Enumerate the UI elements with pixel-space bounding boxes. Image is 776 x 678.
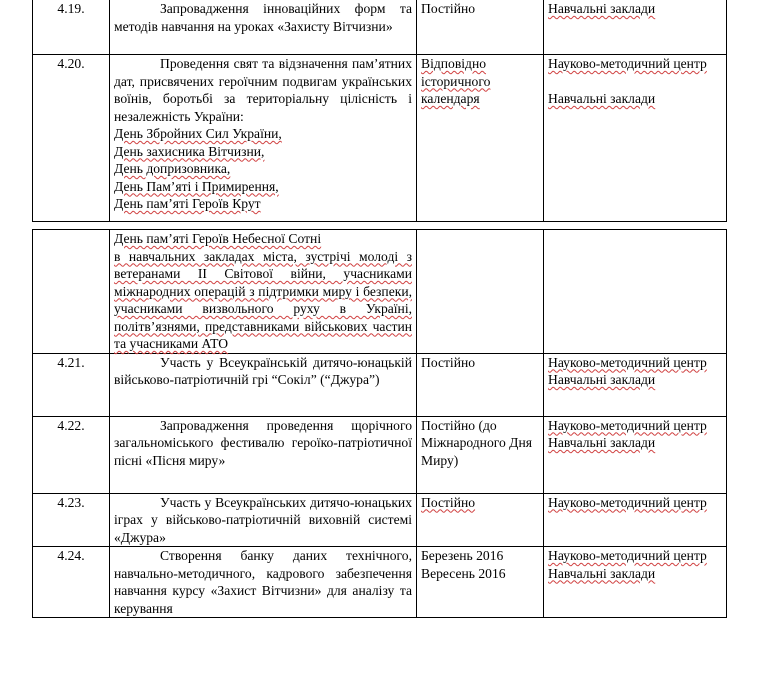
- table-row: [33, 353, 727, 416]
- responsible-text: Навчальні заклади: [548, 372, 656, 387]
- term-text: Постійно (до Міжнародного Дня Миру): [421, 417, 532, 468]
- event-text: Участь у Всеукраїнських дитячо-юнацьких іграх у військово-патріотичній виховній системі «Джура»: [114, 494, 412, 545]
- row-number: 4.23.: [33, 493, 110, 547]
- row-number: 4.20.: [33, 55, 110, 222]
- term-cell: [417, 547, 544, 618]
- term-text: Постійно: [421, 494, 476, 510]
- plan-table-part-1: [32, 0, 727, 222]
- event-cell: [110, 547, 417, 618]
- event-text: Запровадження інноваційних форм та методів навчання на уроках «Захисту Вітчизни»: [114, 1, 412, 34]
- row-number: 4.21.: [33, 353, 110, 416]
- responsible-text: Науково-методичний центр: [548, 354, 707, 370]
- responsible-cell: [544, 547, 727, 618]
- responsible-cell: [544, 416, 727, 493]
- term-text: Березень 2016: [421, 548, 504, 563]
- event-text: Запровадження проведення щорічного загальноміського фестивалю героїко-патріотичної пісні «Пісня миру»: [114, 417, 412, 468]
- holiday-item: День допризовника,: [114, 161, 231, 176]
- table-row: [33, 547, 727, 618]
- responsible-text: Навчальні заклади: [548, 91, 656, 106]
- term-cell: [417, 416, 544, 493]
- term-cell: [417, 55, 544, 222]
- term-text: Вересень 2016: [421, 565, 506, 581]
- responsible-text: Науково-методичний центр: [548, 417, 707, 433]
- event-cell: [110, 416, 417, 493]
- term-text: Постійно: [421, 1, 476, 16]
- event-text: Проведення свят та відзначення пам’ятних дат, присвячених героїчним подвигам українських воїнів, боротьбі за територіальну цілісність і незалежність України:: [114, 56, 412, 124]
- holiday-item: День пам’яті Героїв Крут: [114, 196, 261, 211]
- table-row: [33, 55, 727, 222]
- row-number: [33, 230, 110, 354]
- event-text: Участь у Всеукраїнській дитячо-юнацькій військово-патріотичній грі “Сокіл” (“Джура”): [114, 354, 412, 387]
- row-number: 4.24.: [33, 547, 110, 618]
- responsible-text: Науково-методичний центр: [548, 548, 707, 563]
- responsible-cell: [544, 493, 727, 547]
- responsible-cell: [544, 353, 727, 416]
- responsible-cell: [544, 0, 727, 55]
- responsible-text: Науково-методичний центр: [548, 56, 707, 71]
- event-text: в навчальних закладах міста, зустрічі молоді з ветеранами ІІ Світової війни, учасниками міжнародних операцій з підтримки миру і безпеки, учасниками визвольного руху в Україні, політв’язнями, представниками військових частин та учасниками АТО: [114, 248, 412, 351]
- row-number: 4.22.: [33, 416, 110, 493]
- event-cell: [110, 0, 417, 55]
- table-row: [33, 230, 727, 354]
- responsible-text: Навчальні заклади: [548, 565, 656, 581]
- responsible-cell: [544, 55, 727, 222]
- event-cell: [110, 55, 417, 222]
- term-cell: [417, 353, 544, 416]
- event-text: Створення банку даних технічного, навчально-методичного, кадрового забезпечення навчання курсу «Захист Вітчизни» для аналізу та керування: [114, 548, 412, 616]
- responsible-text: Науково-методичний центр: [548, 494, 707, 510]
- table-row: [33, 493, 727, 547]
- term-cell: [417, 493, 544, 547]
- responsible-text: Навчальні заклади: [548, 1, 656, 16]
- event-cell: [110, 493, 417, 547]
- holiday-item: День Збройних Сил України,: [114, 126, 282, 141]
- term-cell: [417, 0, 544, 55]
- row-number: 4.19.: [33, 0, 110, 55]
- term-cell: [417, 230, 544, 354]
- event-cell: [110, 230, 417, 354]
- table-row: [33, 0, 727, 55]
- event-cell: [110, 353, 417, 416]
- responsible-text: Навчальні заклади: [548, 435, 656, 450]
- holiday-item: День захисника Вітчизни,: [114, 143, 265, 159]
- plan-table-part-2: [32, 229, 727, 618]
- term-text: Відповідно історичного календаря: [421, 56, 491, 106]
- table-row: [33, 416, 727, 493]
- holiday-item: День Пам’яті і Примирення,: [114, 178, 279, 194]
- term-text: Постійно: [421, 354, 476, 370]
- event-text: День пам’яті Героїв Небесної Сотні: [114, 231, 322, 246]
- responsible-cell: [544, 230, 727, 354]
